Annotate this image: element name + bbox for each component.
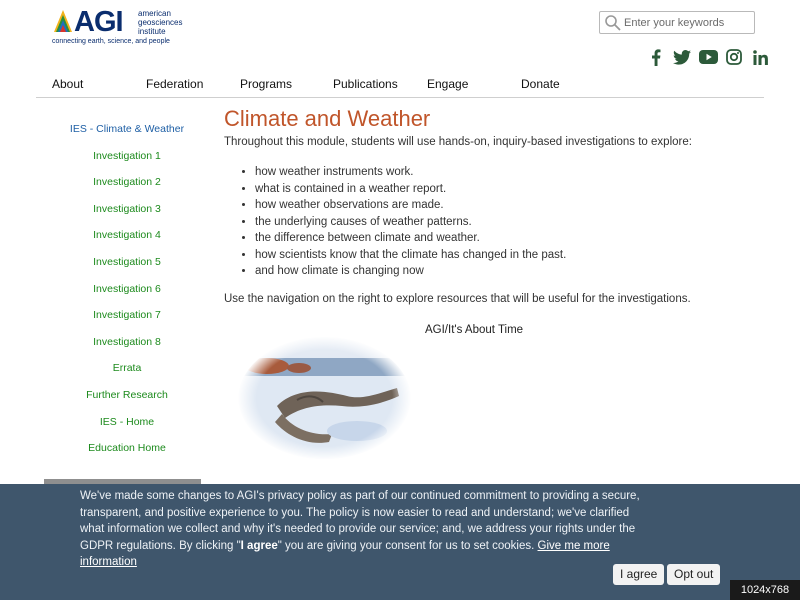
cookie-agree-emphasis: I agree <box>240 539 278 552</box>
sidebar-item-further-research[interactable]: Further Research <box>86 388 168 401</box>
twitter-icon[interactable] <box>672 48 692 66</box>
main-nav <box>36 74 764 98</box>
sidebar-item-investigation-3[interactable]: Investigation 3 <box>93 202 161 215</box>
nav-publications[interactable]: Publications <box>333 77 398 91</box>
list-item: • how weather instruments work. <box>255 164 784 181</box>
image-caption: AGI/It's About Time <box>425 324 524 336</box>
sidebar-nav <box>44 118 210 464</box>
social-links <box>646 48 770 66</box>
search-box[interactable] <box>599 11 755 34</box>
sidebar-item-investigation-6[interactable]: Investigation 6 <box>93 282 161 295</box>
resolution-badge: 1024x768 <box>730 580 800 600</box>
sidebar-item-investigation-7[interactable]: Investigation 7 <box>93 309 161 322</box>
youtube-icon[interactable] <box>698 48 718 66</box>
driftwood-photo <box>237 336 412 460</box>
sidebar-item-investigation-4[interactable]: Investigation 4 <box>93 229 161 242</box>
facebook-icon[interactable] <box>646 48 666 66</box>
intro-paragraph: Throughout this module, students will use hands-on, inquiry-based investigations to explore: <box>224 136 692 148</box>
list-item: • the underlying causes of weather patterns. <box>255 214 784 231</box>
topic-list <box>224 164 784 280</box>
sidebar-item-investigation-5[interactable]: Investigation 5 <box>93 255 161 268</box>
sidebar-item-errata[interactable]: Errata <box>112 362 142 375</box>
logo-tagline: connecting earth, science, and people <box>52 38 170 45</box>
sidebar-item-investigation-1[interactable]: Investigation 1 <box>93 149 161 162</box>
list-item: • how weather observations are made. <box>255 197 784 214</box>
search-input[interactable] <box>624 14 752 31</box>
cookie-message: We've made some changes to AGI's privacy policy as part of our continued commitment to providing a secure, transparent, and positive experience to you. The policy is now easier to read and understand; we've clarified what information we collect and why it's needed to provide our service; and, we address your rights under the GDPR regulations. By clicking "I agree" you are giving your consent for us to set cookies. Give me more information <box>80 490 640 568</box>
opt-out-button[interactable]: Opt out <box>667 564 720 585</box>
more-info-link[interactable]: Give me more information <box>80 539 610 568</box>
sidebar-item-investigation-8[interactable]: Investigation 8 <box>93 335 161 348</box>
list-item: • and how climate is changing now <box>255 263 784 280</box>
agree-button[interactable]: I agree <box>613 564 664 585</box>
main-content <box>224 106 784 305</box>
nav-donate[interactable]: Donate <box>521 77 560 91</box>
cookie-consent-banner <box>0 484 800 600</box>
agi-logo[interactable] <box>52 8 182 48</box>
logo-subtext: american geosciences institute <box>138 9 183 36</box>
sidebar-item-ies-climate-weather[interactable]: IES - Climate & Weather <box>69 123 185 135</box>
outro-paragraph: Use the navigation on the right to explore resources that will be useful for the investigations. <box>224 292 691 305</box>
search-icon[interactable] <box>604 14 622 32</box>
logo-wordmark: AGI <box>74 6 123 38</box>
nav-about[interactable]: About <box>52 77 84 91</box>
nav-federation[interactable]: Federation <box>146 77 204 91</box>
instagram-icon[interactable] <box>724 48 744 66</box>
nav-engage[interactable]: Engage <box>427 77 469 91</box>
sidebar-item-education-home[interactable]: Education Home <box>88 442 166 455</box>
logo-mark-icon <box>52 8 74 34</box>
sidebar-item-ies-home[interactable]: IES - Home <box>99 415 155 428</box>
list-item: • how scientists know that the climate has changed in the past. <box>255 247 784 264</box>
page-title: Climate and Weather <box>224 106 431 131</box>
nav-programs[interactable]: Programs <box>240 77 293 91</box>
list-item: • the difference between climate and weather. <box>255 230 784 247</box>
linkedin-icon[interactable] <box>750 48 770 66</box>
sidebar-item-investigation-2[interactable]: Investigation 2 <box>93 176 161 189</box>
list-item: • what is contained in a weather report. <box>255 181 784 198</box>
